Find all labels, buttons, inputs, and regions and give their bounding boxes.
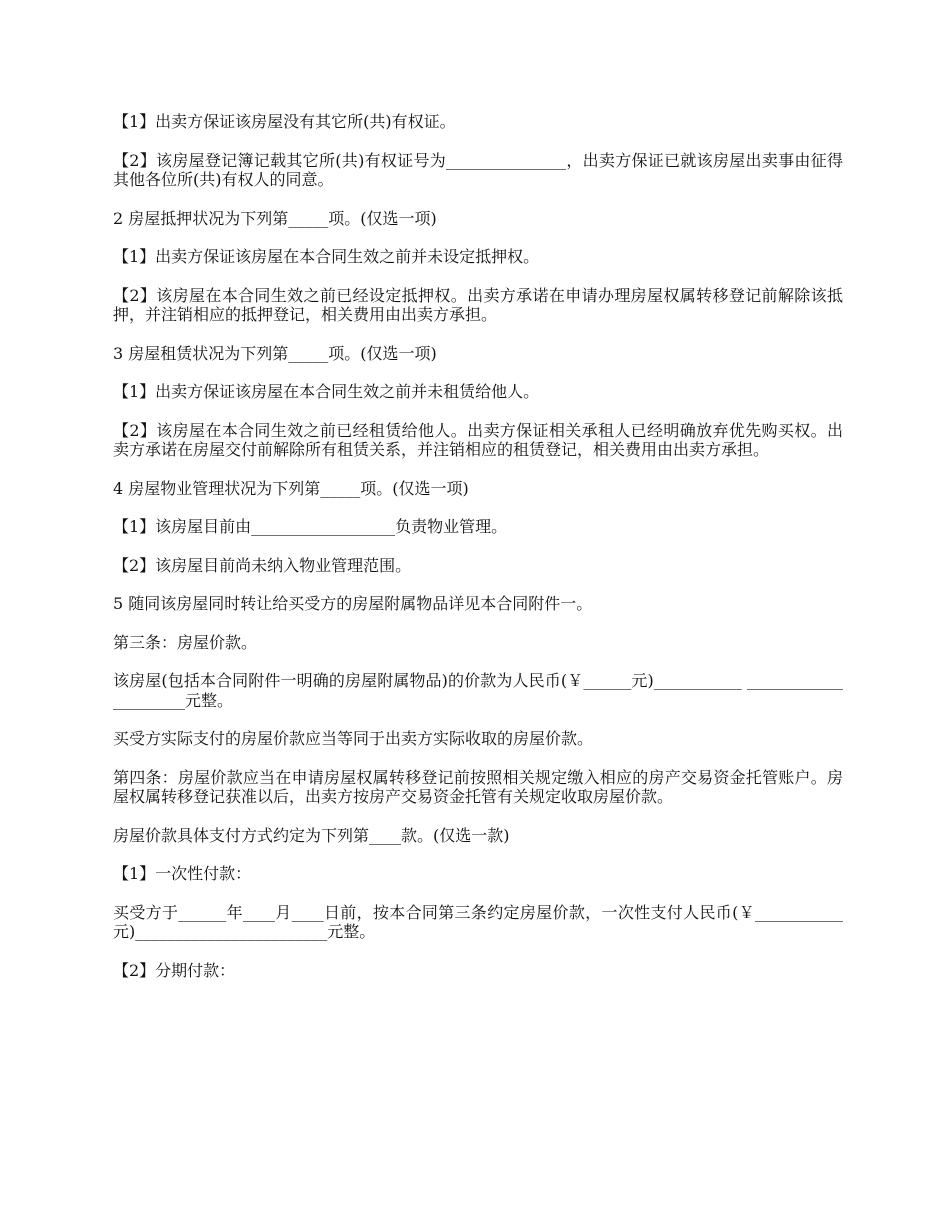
lease-status-heading: 3 房屋租赁状况为下列第_____项。(仅选一项) (113, 343, 437, 363)
article-three-title: 第三条：房屋价款。 (113, 632, 258, 652)
clause-paragraph-1: 【1】出卖方保证该房屋没有其它所(共)有权证。 (113, 112, 456, 131)
mortgage-status-heading: 2 房屋抵押状况为下列第_____项。(仅选一项) (113, 208, 437, 228)
price-clause: 该房屋(包括本合同附件一明确的房屋附属物品)的价款为人民币(￥______元)___________ _____________________元整。 (113, 671, 843, 710)
clause-paragraph-2: 【2】该房屋登记簿记载其它所(共)有权证号为_______________，出卖方保证已就该房屋出卖事由征得其他各位所(共)有权人的同意。 (113, 150, 843, 189)
article-four-clause: 第四条：房屋价款应当在申请房屋权属转移登记前按照相关规定缴入相应的房产交易资金托管账户。房屋权属转移登记获准以后，出卖方按房产交易资金托管有关规定收取房屋价款。 (113, 767, 843, 806)
mortgage-option-2: 【2】该房屋在本合同生效之前已经设定抵押权。出卖方承诺在申请办理房屋权属转移登记前解除该抵押，并注销相应的抵押登记，相关费用由出卖方承担。 (113, 285, 843, 324)
attached-items-clause: 5 随同该房屋同时转让给买受方的房屋附属物品详见本合同附件一。 (113, 594, 593, 613)
lease-option-2: 【2】该房屋在本合同生效之前已经租赁给他人。出卖方保证相关承租人已经明确放弃优先购买权。出卖方承诺在房屋交付前解除所有租赁关系，并注销相应的租赁登记，相关费用由出卖方承担。 (113, 420, 843, 459)
price-equality-clause: 买受方实际支付的房屋价款应当等同于出卖方实际收取的房屋价款。 (113, 729, 594, 748)
lump-sum-heading: 【1】一次性付款： (113, 864, 252, 883)
lease-option-1: 【1】出卖方保证该房屋在本合同生效之前并未租赁给他人。 (113, 382, 540, 401)
payment-method-heading: 房屋价款具体支付方式约定为下列第____款。(仅选一款) (113, 825, 510, 845)
installment-heading: 【2】分期付款： (113, 960, 236, 980)
property-management-heading: 4 房屋物业管理状况为下列第_____项。(仅选一项) (113, 478, 469, 498)
contract-page (113, 112, 843, 999)
mortgage-option-1: 【1】出卖方保证该房屋在本合同生效之前并未设定抵押权。 (113, 247, 540, 266)
lump-sum-clause: 买受方于______年____月____日前，按本合同第三条约定房屋价款，一次性支付人民币(￥___________元)________________________元整。 (113, 902, 843, 941)
property-management-option-2: 【2】该房屋目前尚未纳入物业管理范围。 (113, 555, 412, 575)
property-management-option-1: 【1】该房屋目前由__________________负责物业管理。 (113, 517, 508, 536)
